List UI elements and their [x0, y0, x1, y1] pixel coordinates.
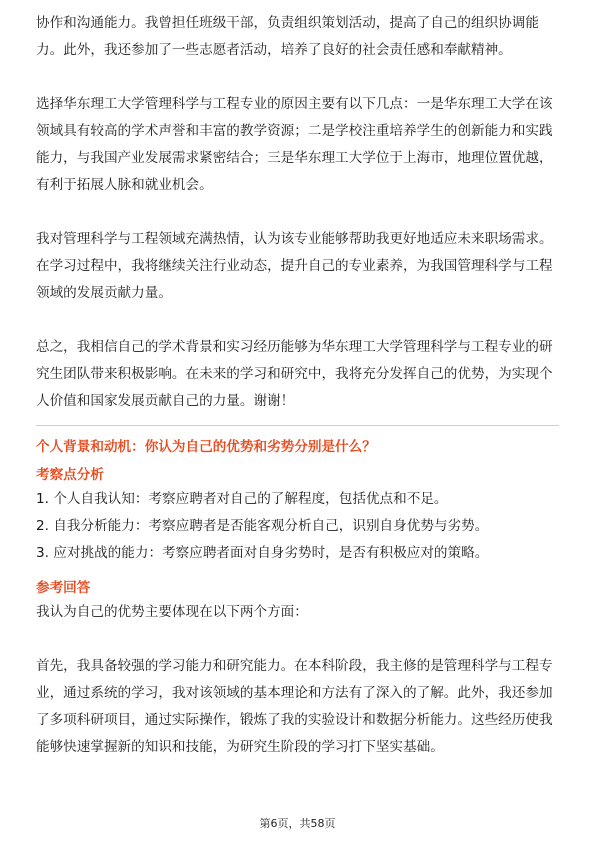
answer-intro: 我认为自己的优势主要体现在以下两个方面：: [36, 604, 308, 620]
paragraph-passion: 我对管理科学与工程领域充满热情，认为该专业能够帮助我更好地适应未来职场需求。在学习过程中，我将继续关注行业动态，提升自己的专业素养，为我国管理科学与工程领域的发展贡献力量。: [36, 231, 553, 301]
answer-paragraph: 首先，我具备较强的学习能力和研究能力。在本科阶段，我主修的是管理科学与工程专业，通过系统的学习，我对该领域的基本理论和方法有了深入的了解。此外，我还参加了多项科研项目，通过实际操作，锻炼了我的实验设计和数据分析能力。这些经历使我能够快速掌握新的知识和技能，为研究生阶段的学习打下坚实基础。: [36, 658, 553, 755]
document-page: [36, 0, 559, 761]
section-divider: [36, 425, 559, 426]
page-number: 第6页，共58页: [259, 817, 336, 830]
analysis-item: 3. 应对挑战的能力：考察应聘者面对自身劣势时，是否有积极应对的策略。: [36, 545, 489, 561]
analysis-item: 2. 自我分析能力：考察应聘者是否能客观分析自己，识别自身优势与劣势。: [36, 518, 489, 534]
analysis-heading: 考察点分析: [36, 467, 104, 483]
paragraph-reasons: 选择华东理工大学管理科学与工程专业的原因主要有以下几点：一是华东理工大学在该领域具有较高的学术声誉和丰富的教学资源；二是学校注重培养学生的创新能力和实践能力，与我国产业发展需求紧密结合；三是华东理工大学位于上海市，地理位置优越，有利于拓展人脉和就业机会。: [36, 96, 553, 193]
paragraph-intro-continued: 协作和沟通能力。我曾担任班级干部，负责组织策划活动，提高了自己的组织协调能力。此外，我还参加了一些志愿者活动，培养了良好的社会责任感和奉献精神。: [36, 15, 539, 58]
paragraph-conclusion: 总之，我相信自己的学术背景和实习经历能够为华东理工大学管理科学与工程专业的研究生团队带来积极影响。在未来的学习和研究中，我将充分发挥自己的优势，为实现个人价值和国家发展贡献自己的力量。谢谢！: [36, 339, 553, 409]
answer-heading: 参考回答: [36, 580, 91, 596]
analysis-item: 1. 个人自我认知：考察应聘者对自己的了解程度，包括优点和不足。: [36, 491, 448, 507]
question-heading: 个人背景和动机：你认为自己的优势和劣势分别是什么？: [36, 439, 376, 455]
